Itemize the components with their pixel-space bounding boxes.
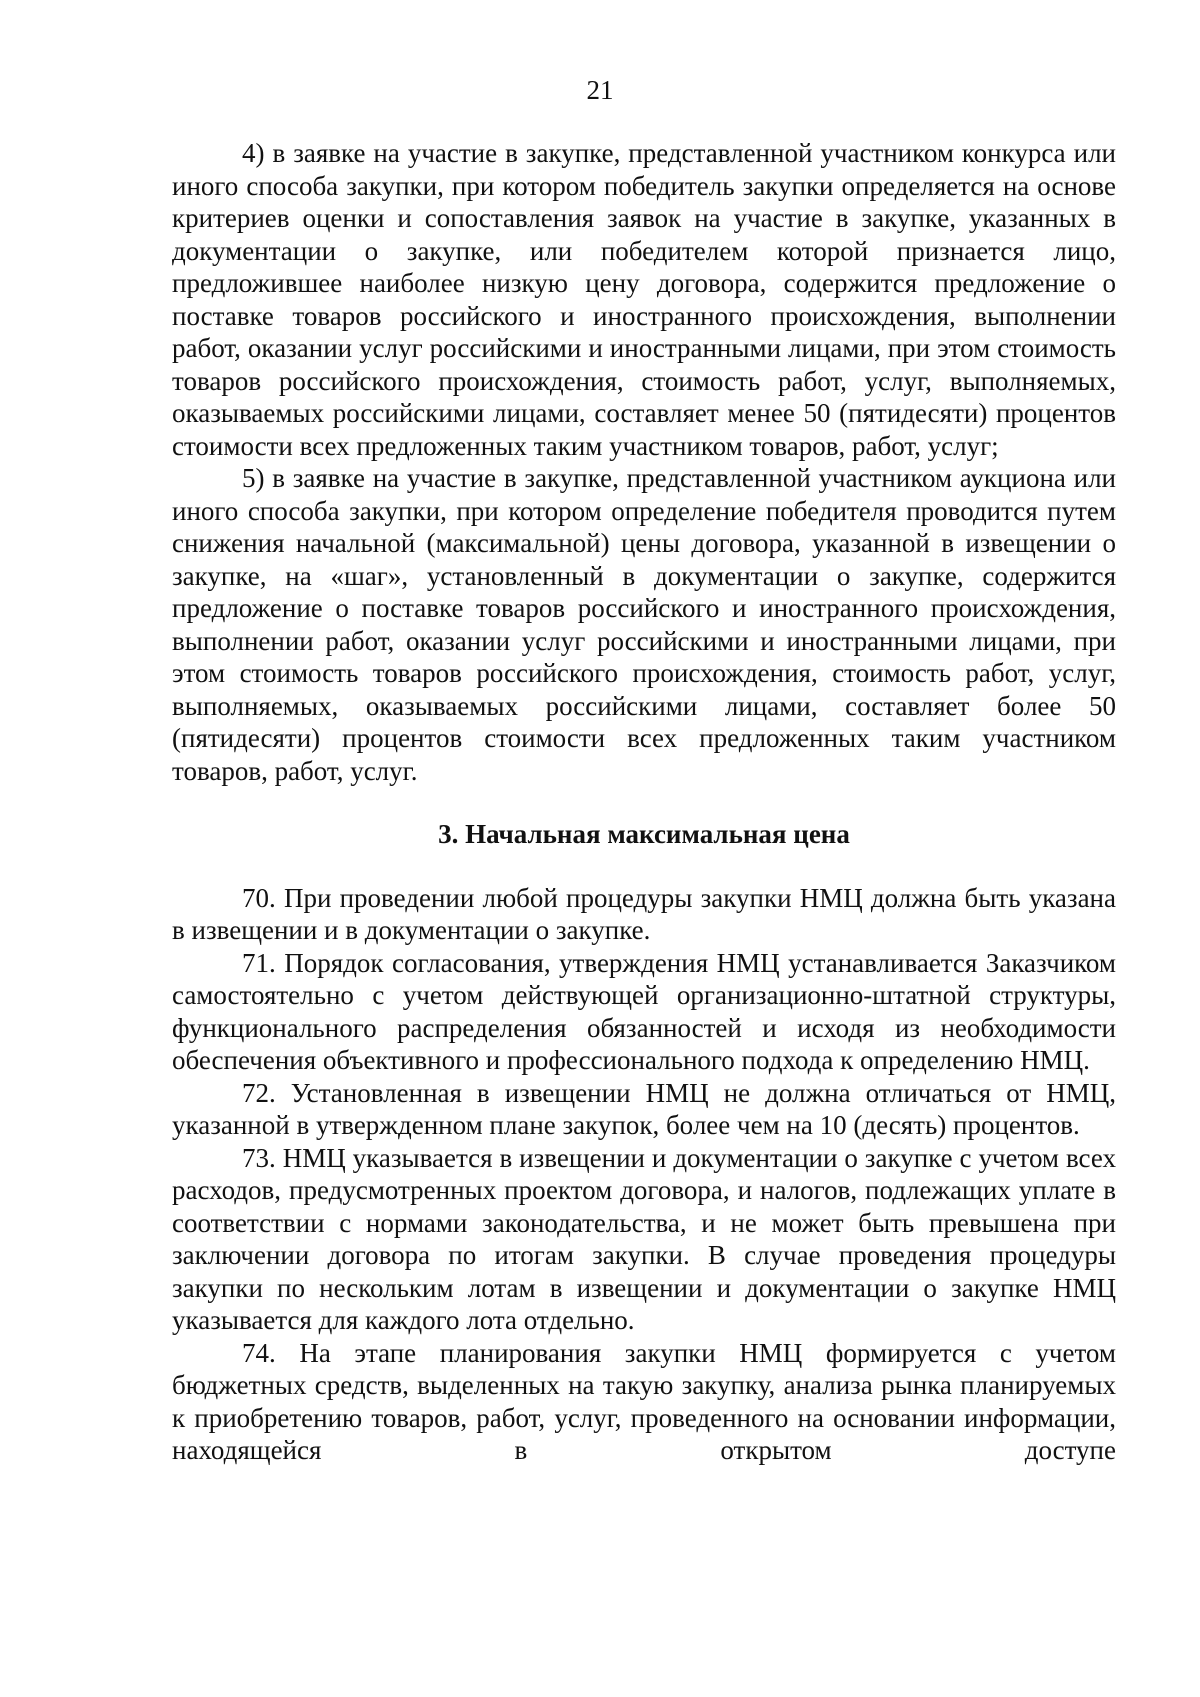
list-item-4: 4) в заявке на участие в закупке, представленной участником конкурса или иного способа закупки, при котором победитель закупки определяется на основе критериев оценки и сопоставления заявок на участие в закупке, указанных в документации о закупке, или победителем которой признается лицо, предложившее наиболее низкую цену договора, содержится предложение о поставке товаров российского и иностранного происхождения, выполнении работ, оказании услуг российскими и иностранными лицами, при этом стоимость товаров российского происхождения, стоимость работ, услуг, выполняемых, оказываемых российскими лицами, составляет менее 50 (пятидесяти) процентов стоимости всех предложенных таким участником товаров, работ, услуг;: [172, 138, 1116, 461]
page-number: 21: [586, 75, 614, 105]
clause-73: 73. НМЦ указывается в извещении и документации о закупке с учетом всех расходов, предусмотренных проектом договора, и налогов, подлежащих уплате в соответствии с нормами законодательства, и не может быть превышена при заключении договора по итогам закупки. В случае проведения процедуры закупки по нескольким лотам в извещении и документации о закупке НМЦ указывается для каждого лота отдельно.: [172, 1142, 1116, 1335]
clause-70: 70. При проведении любой процедуры закупки НМЦ должна быть указана в извещении и в документации о закупке.: [172, 882, 1116, 945]
clause-71: 71. Порядок согласования, утверждения НМЦ устанавливается Заказчиком самостоятельно с учетом действующей организационно-штатной структуры, функционального распределения обязанностей и исходя из необходимости обеспечения объективного и профессионального подхода к определению НМЦ.: [172, 947, 1116, 1075]
clause-74: 74. На этапе планирования закупки НМЦ формируется с учетом бюджетных средств, выделенных на такую закупку, анализа рынка планируемых к приобретению товаров, работ, услуг, проведенного на основании информации, находящейся в открытом доступе: [172, 1337, 1116, 1465]
document-body: [172, 137, 1116, 1467]
clause-72: 72. Установленная в извещении НМЦ не должна отличаться от НМЦ, указанной в утвержденном плане закупок, более чем на 10 (десять) процентов.: [172, 1077, 1116, 1140]
section-title: 3. Начальная максимальная цена: [438, 819, 850, 849]
list-item-5: 5) в заявке на участие в закупке, представленной участником аукциона или иного способа закупки, при котором определение победителя проводится путем снижения начальной (максимальной) цены договора, указанной в извещении о закупке, на «шаг», установленный в документации о закупке, содержится предложение о поставке товаров российского и иностранного происхождения, выполнении работ, оказании услуг российскими и иностранными лицами, при этом стоимость товаров российского происхождения, стоимость работ, услуг, выполняемых, оказываемых российскими лицами, составляет более 50 (пятидесяти) процентов стоимости всех предложенных таким участником товаров, работ, услуг.: [172, 463, 1116, 786]
